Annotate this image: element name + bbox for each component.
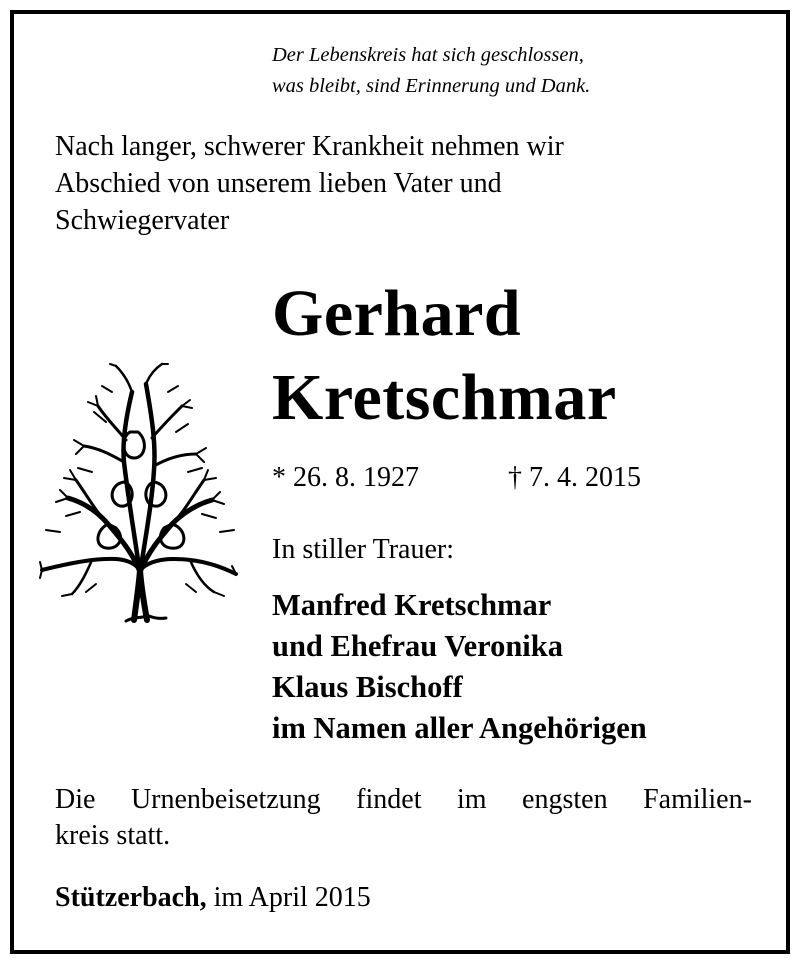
life-dates <box>272 460 641 496</box>
intro-line: Nach langer, schwerer Krankheit nehmen wir <box>55 131 564 162</box>
motto-quote <box>272 40 590 102</box>
notice-word: Urnenbeisetzung <box>130 784 321 815</box>
mourner-line: im Namen aller Angehörigen <box>272 711 647 745</box>
notice-line: kreis statt. <box>55 820 171 851</box>
motto-line: was bleibt, sind Erinnerung und Dank. <box>272 75 591 97</box>
place-month: im April 2015 <box>206 882 371 913</box>
place-town: Stützerbach, <box>55 882 207 913</box>
birth-date: * 26. 8. 1927 <box>272 462 419 493</box>
intro-line: Abschied von unserem lieben Vater und <box>55 168 502 199</box>
deceased-name <box>272 272 617 440</box>
notice-word: engsten <box>522 784 608 815</box>
notice-word: Familien- <box>643 784 752 815</box>
burial-notice <box>55 782 752 854</box>
notice-word: Die <box>55 784 96 815</box>
place-date <box>55 880 371 916</box>
tree-icon <box>36 362 238 626</box>
motto-line: Der Lebenskreis hat sich geschlossen, <box>272 44 584 66</box>
last-name: Kretschmar <box>272 361 617 434</box>
mourners-list <box>272 585 647 749</box>
first-name: Gerhard <box>272 277 522 350</box>
mourning-label: In stiller Trauer: <box>272 534 454 565</box>
mourner-line: Manfred Kretschmar <box>272 588 552 622</box>
death-date: † 7. 4. 2015 <box>508 462 641 493</box>
notice-line <box>55 782 752 818</box>
notice-word: im <box>456 784 487 815</box>
mourner-line: und Ehefrau Veronika <box>272 629 563 663</box>
mourner-line: Klaus Bischoff <box>272 670 463 704</box>
intro-text <box>55 128 564 239</box>
notice-word: findet <box>356 784 422 815</box>
intro-line: Schwiegervater <box>55 205 230 236</box>
